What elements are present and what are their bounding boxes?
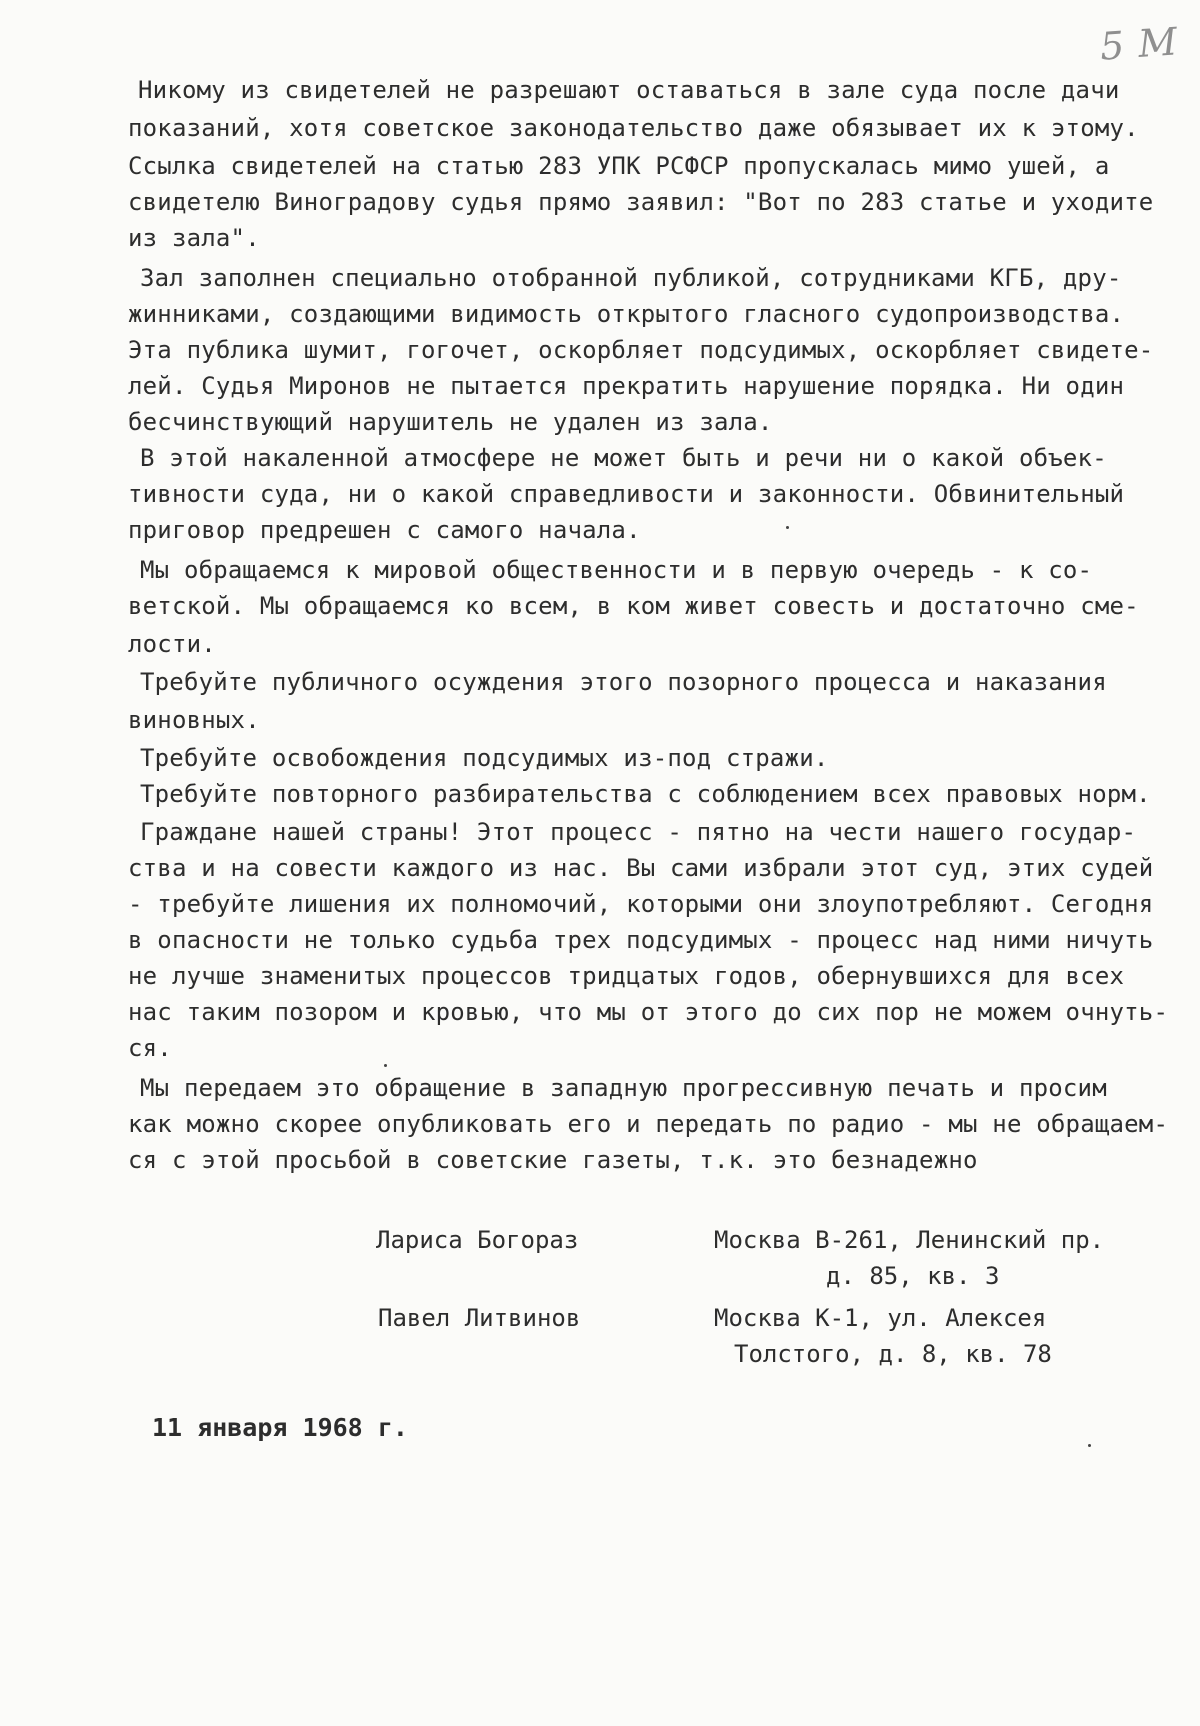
- text-line: тивности суда, ни о какой справедливости и законности. Обвинительный: [128, 480, 1125, 508]
- text-line: Требуйте публичного осуждения этого позорного процесса и наказания: [140, 668, 1107, 696]
- text-line: жинниками, создающими видимость открытого гласного судопроизводства.: [128, 300, 1125, 328]
- text-line: Граждане нашей страны! Этот процесс - пятно на чести нашего государ-: [140, 818, 1137, 846]
- scan-speck: [1088, 1444, 1091, 1447]
- text-line: Мы обращаемся к мировой общественности и в первую очередь - к со-: [140, 556, 1093, 584]
- text-line: Зал заполнен специально отобранной публикой, сотрудниками КГБ, дру-: [140, 264, 1122, 292]
- signatory-address-line: Москва К-1, ул. Алексея: [714, 1304, 1047, 1332]
- signatory-name: Павел Литвинов: [378, 1304, 581, 1332]
- signatory-address-line: Толстого, д. 8, кв. 78: [734, 1340, 1052, 1368]
- scan-speck: [384, 1064, 387, 1067]
- text-line: ся с этой просьбой в советские газеты, т.к. это безнадежно: [128, 1146, 978, 1174]
- text-line: - требуйте лишения их полномочий, которыми они злоупотребляют. Сегодня: [128, 890, 1154, 918]
- signatory-address-line: д. 85, кв. 3: [826, 1262, 1000, 1290]
- text-line: Никому из свидетелей не разрешают оставаться в зале суда после дачи: [138, 76, 1120, 104]
- text-line: в опасности не только судьба трех подсудимых - процесс над ними ничуть: [128, 926, 1154, 954]
- text-line: В этой накаленной атмосфере не может быть и речи ни о какой объек-: [140, 444, 1107, 472]
- text-line: приговор предрешен с самого начала.: [128, 516, 641, 544]
- text-line: Требуйте повторного разбирательства с соблюдением всех правовых норм.: [140, 780, 1151, 808]
- text-line: не лучше знаменитых процессов тридцатых годов, обернувшихся для всех: [128, 962, 1125, 990]
- text-line: Мы передаем это обращение в западную прогрессивную печать и просим: [140, 1074, 1107, 1102]
- text-line: показаний, хотя советское законодательство даже обязывает их к этому.: [128, 114, 1139, 142]
- text-line: свидетелю Виноградову судья прямо заявил: "Вот по 283 статье и уходите: [128, 188, 1154, 216]
- signatory-name: Лариса Богораз: [376, 1226, 579, 1254]
- text-line: Ссылка свидетелей на статью 283 УПК РСФСР пропускалась мимо ушей, а: [128, 152, 1110, 180]
- text-line: ветской. Мы обращаемся ко всем, в ком живет совесть и достаточно сме-: [128, 592, 1139, 620]
- document-date: 11 января 1968 г.: [152, 1413, 408, 1442]
- text-line: нас таким позором и кровью, что мы от этого до сих пор не можем очнуть-: [128, 998, 1169, 1026]
- text-line: из зала".: [128, 224, 260, 252]
- text-line: лей. Судья Миронов не пытается прекратить нарушение порядка. Ни один: [128, 372, 1125, 400]
- text-line: как можно скорее опубликовать его и передать по радио - мы не обращаем-: [128, 1110, 1169, 1138]
- text-line: лости.: [128, 630, 216, 658]
- text-line: ся.: [128, 1034, 172, 1062]
- text-line: виновных.: [128, 706, 260, 734]
- text-line: ства и на совести каждого из нас. Вы сами избрали этот суд, этих судей: [128, 854, 1154, 882]
- scan-speck: [786, 526, 789, 529]
- page-number-mark: 5 М: [1098, 19, 1180, 69]
- signatory-address-line: Москва В-261, Ленинский пр.: [714, 1226, 1105, 1254]
- text-line: Эта публика шумит, гогочет, оскорбляет подсудимых, оскорбляет свидете-: [128, 336, 1154, 364]
- text-line: бесчинствующий нарушитель не удален из зала.: [128, 408, 773, 436]
- text-line: Требуйте освобождения подсудимых из-под стражи.: [140, 744, 829, 772]
